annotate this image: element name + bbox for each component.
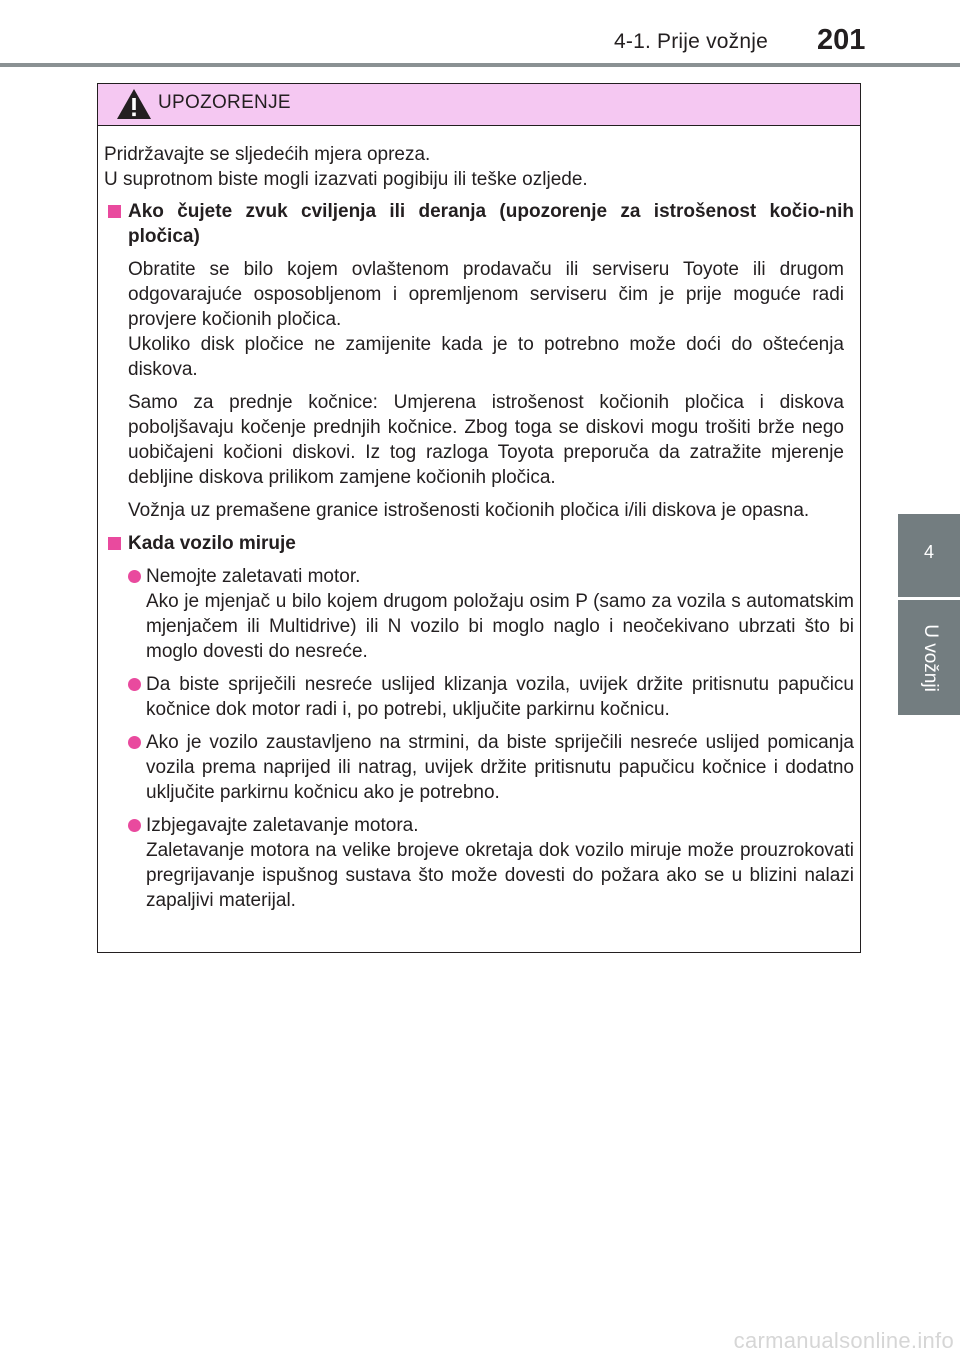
paragraph: Samo za prednje kočnice: Umjerena istrošenost kočionih pločica i diskova poboljšavaju kočenje prednjih kočnice. Zbog toga se diskovi mogu trošiti brže nego uobičajeni kočioni diskovi. Iz tog razloga Toyota preporuča da zatražite mjerenje debljine diskova prilikom zamjene kočionih pločica. bbox=[128, 392, 844, 488]
warning-title: UPOZORENJE bbox=[158, 92, 291, 113]
square-bullet-icon bbox=[108, 537, 121, 550]
chapter-number: 4 bbox=[923, 542, 934, 562]
page-number: 201 bbox=[817, 24, 866, 56]
bullet-text: Ako je mjenjač u bilo kojem drugom položaju osim P (samo za vozila s automatskim mjenjačem ili Multidrive) ili N vozilo bi moglo naglo i neočekivano ubrzati što bi moglo dovesti do nesreće. bbox=[146, 591, 854, 662]
intro-line: Pridržavajte se sljedećih mjera opreza. bbox=[104, 144, 431, 165]
warning-body bbox=[104, 142, 854, 921]
bullet-text: Ako je vozilo zaustavljeno na strmini, da biste spriječili nesreće uslijed pomicanja vozila prema naprijed ili natrag, uvijek držite pritisnutu papučicu kočnice i dodatno uključite parkirnu kočnicu ako je potrebno. bbox=[146, 732, 854, 803]
bullet-text: Da biste spriječili nesreće uslijed klizanja vozila, uvijek držite pritisnutu papučicu kočnice dok motor radi i, po potrebi, uključite parkirnu kočnicu. bbox=[146, 674, 854, 720]
chapter-label: U vožnji bbox=[920, 624, 941, 692]
intro-line: U suprotnom biste mogli izazvati pogibiju ili teške ozljede. bbox=[104, 169, 588, 190]
section-title: 4-1. Prije vožnje bbox=[614, 30, 768, 53]
circle-bullet-icon bbox=[128, 678, 141, 691]
section-heading: Ako čujete zvuk cviljenja ili deranja (upozorenje za istrošenost kočio-nih pločica) bbox=[104, 199, 854, 249]
circle-bullet-icon bbox=[128, 736, 141, 749]
watermark: carmanualsonline.info bbox=[733, 1328, 954, 1353]
list-item bbox=[104, 813, 854, 913]
section-vehicle-stopped bbox=[104, 531, 854, 913]
section-heading: Kada vozilo miruje bbox=[104, 531, 854, 556]
chapter-tab bbox=[898, 514, 960, 597]
warning-triangle-icon bbox=[116, 88, 152, 120]
list-item bbox=[104, 564, 854, 664]
warning-box bbox=[97, 83, 861, 953]
circle-bullet-icon bbox=[128, 819, 141, 832]
circle-bullet-icon bbox=[128, 570, 141, 583]
square-bullet-icon bbox=[108, 205, 121, 218]
bullet-title: Nemojte zaletavati motor. bbox=[146, 566, 361, 587]
paragraph: Obratite se bilo kojem ovlaštenom prodavaču ili serviseru Toyote ili drugom odgovarajuće osposobljenom i opremljenom serviseru čim je prije moguće radi provjere kočionih pločica. Ukoliko disk pločice ne zamijenite kada je to potrebno može doći do oštećenja diskova. bbox=[128, 259, 844, 380]
bullet-title: Izbjegavajte zaletavanje motora. bbox=[146, 815, 419, 836]
header-rule bbox=[0, 63, 960, 67]
warning-header bbox=[98, 84, 860, 126]
warning-intro bbox=[104, 142, 854, 192]
list-item bbox=[104, 730, 854, 805]
bullet-text: Zaletavanje motora na velike brojeve okretaja dok vozilo miruje može prouzrokovati pregrijavanje ispušnog sustava što može dovesti do požara ako se u blizini nalazi zapaljivi materijal. bbox=[146, 840, 854, 911]
section-brake-wear bbox=[104, 199, 854, 523]
paragraph: Vožnja uz premašene granice istrošenosti kočionih pločica i/ili diskova je opasna. bbox=[128, 500, 810, 521]
list-item bbox=[104, 672, 854, 722]
